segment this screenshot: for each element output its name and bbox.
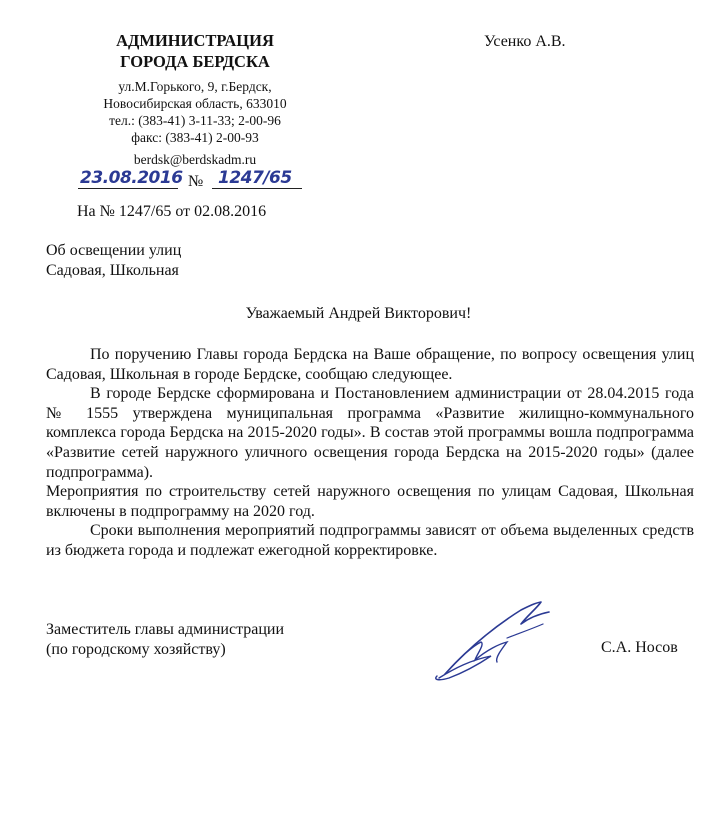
signatory-title-line2: (по городскому хозяйству) [46, 641, 226, 658]
body-paragraph-1: По поручению Главы города Бердска на Ваше обращение, по вопросу освещения улиц Садовая, Школьная в городе Бердске, сообщаю следующее. [46, 346, 694, 383]
handwritten-signature [425, 598, 560, 683]
org-name-line2: ГОРОДА БЕРДСКА [120, 52, 270, 71]
subject-line1: Об освещении улиц [46, 242, 182, 259]
letter-body [46, 345, 694, 561]
handwritten-date: 23.08.2016 [80, 168, 183, 188]
body-paragraph-3: Мероприятия по строительству сетей наружного освещения по улицам Садовая, Школьная включены в подпрограмму на 2020 год. [46, 483, 694, 520]
body-paragraph-2: В городе Бердске сформирована и Постановлением администрации от 28.04.2015 года № 1555 утверждена муниципальная программа «Развитие жилищно-коммунального комплекса города Бердска на 2015-2020 годы». В состав этой программы вошла подпрограмма «Развитие сетей наружного уличного освещения города Бердска на 2015-2020 годы» (далее подпрограмма). [46, 385, 694, 481]
email: berdsk@berdskadm.ru [133, 152, 257, 167]
handwritten-number: 1247/65 [218, 168, 292, 188]
signatory-title-line1: Заместитель главы администрации [46, 621, 285, 638]
org-address [85, 78, 305, 146]
reference-line: На № 1247/65 от 02.08.2016 [77, 203, 267, 220]
recipient: Усенко А.В. [484, 33, 566, 50]
date-underline [78, 188, 178, 189]
subject-line2: Садовая, Школьная [46, 262, 179, 279]
address-line2: Новосибирская область, 633010 [103, 96, 287, 111]
fax: факс: (383-41) 2-00-93 [131, 130, 259, 145]
phone: тел.: (383-41) 3-11-33; 2-00-96 [109, 113, 281, 128]
number-sign: № [188, 173, 204, 190]
address-line1: ул.М.Горького, 9, г.Бердск, [118, 79, 272, 94]
body-paragraph-4: Сроки выполнения мероприятий подпрограммы зависят от объема выделенных средств из бюджета города и подлежат ежегодной корректировке. [46, 522, 694, 559]
number-underline [212, 188, 302, 189]
signatory-name: С.А. Носов [601, 639, 678, 656]
org-name-line1: АДМИНИСТРАЦИЯ [116, 31, 274, 50]
greeting: Уважаемый Андрей Викторович! [245, 305, 472, 322]
org-name [90, 30, 300, 72]
